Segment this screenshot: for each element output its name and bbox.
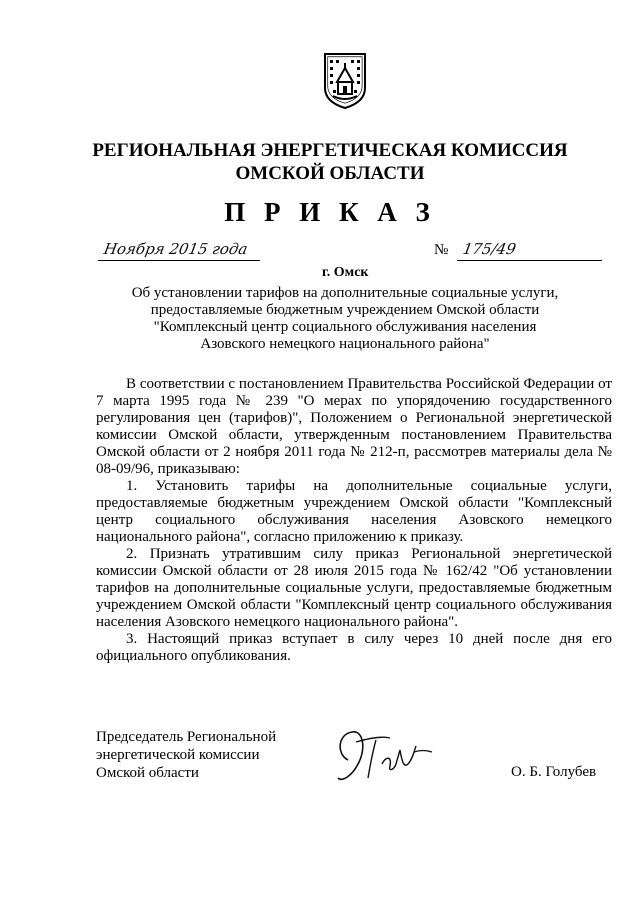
order-item-3: 3. Настоящий приказ вступает в силу через 10 дней после дня его официального опубликования. — [96, 631, 612, 664]
signatory-position — [96, 728, 276, 782]
order-body — [96, 376, 612, 665]
number-field — [457, 238, 602, 261]
coat-of-arms-icon — [323, 52, 367, 110]
number-label: № — [434, 242, 449, 258]
handwritten-signature — [330, 720, 440, 790]
subject-line: "Комплексный центр социального обслуживания населения — [153, 319, 537, 335]
preamble-paragraph: В соответствии с постановлением Правительства Российской Федерации от 7 марта 1995 года № 239 "О мерах по упорядочению государственного регулирования цен (тарифов)", Положением о Региональной энергетической комиссии Омской области, утвержденным постановлением Правительства Омской области от 2 ноября 2011 года № 212-п, рассмотрев материалы дела № 08-09/96, приказываю: — [96, 376, 612, 477]
position-line: энергетической комиссии — [96, 747, 260, 763]
position-line: Омской области — [96, 765, 199, 781]
order-subject — [120, 285, 570, 353]
subject-line: Азовского немецкого национального района" — [200, 336, 490, 352]
handwritten-date: Ноября 2015 года — [102, 240, 250, 258]
order-item-1: 1. Установить тарифы на дополнительные социальные услуги, предоставляемые бюджетным учреждением Омской области "Комплексный центр социального обслуживания населения Азовского немецкого национального района", согласно приложению к приказу. — [96, 478, 612, 545]
city: г. Омск — [322, 265, 369, 280]
subject-line: Об установлении тарифов на дополнительные социальные услуги, — [131, 285, 559, 301]
order-item-2: 2. Признать утратившим силу приказ Региональной энергетической комиссии Омской области от 28 июля 2015 года № 162/42 "Об установлении тарифов на дополнительные социальные услуги, предоставляемые бюджетным учреждением Омской области "Комплексный центр социального обслуживания населения Азовского немецкого национального района". — [96, 546, 612, 630]
document-title: П Р И К А З — [224, 197, 436, 227]
organization-name-line1: РЕГИОНАЛЬНАЯ ЭНЕРГЕТИЧЕСКАЯ КОМИССИЯ — [92, 140, 568, 161]
date-field — [98, 238, 260, 261]
organization-name-line2: ОМСКОЙ ОБЛАСТИ — [235, 163, 425, 184]
position-line: Председатель Региональной — [96, 729, 277, 745]
signatory-name: О. Б. Голубев — [511, 764, 597, 780]
handwritten-number: 175/49 — [461, 240, 518, 258]
subject-line: предоставляемые бюджетным учреждением Омской области — [150, 302, 540, 318]
